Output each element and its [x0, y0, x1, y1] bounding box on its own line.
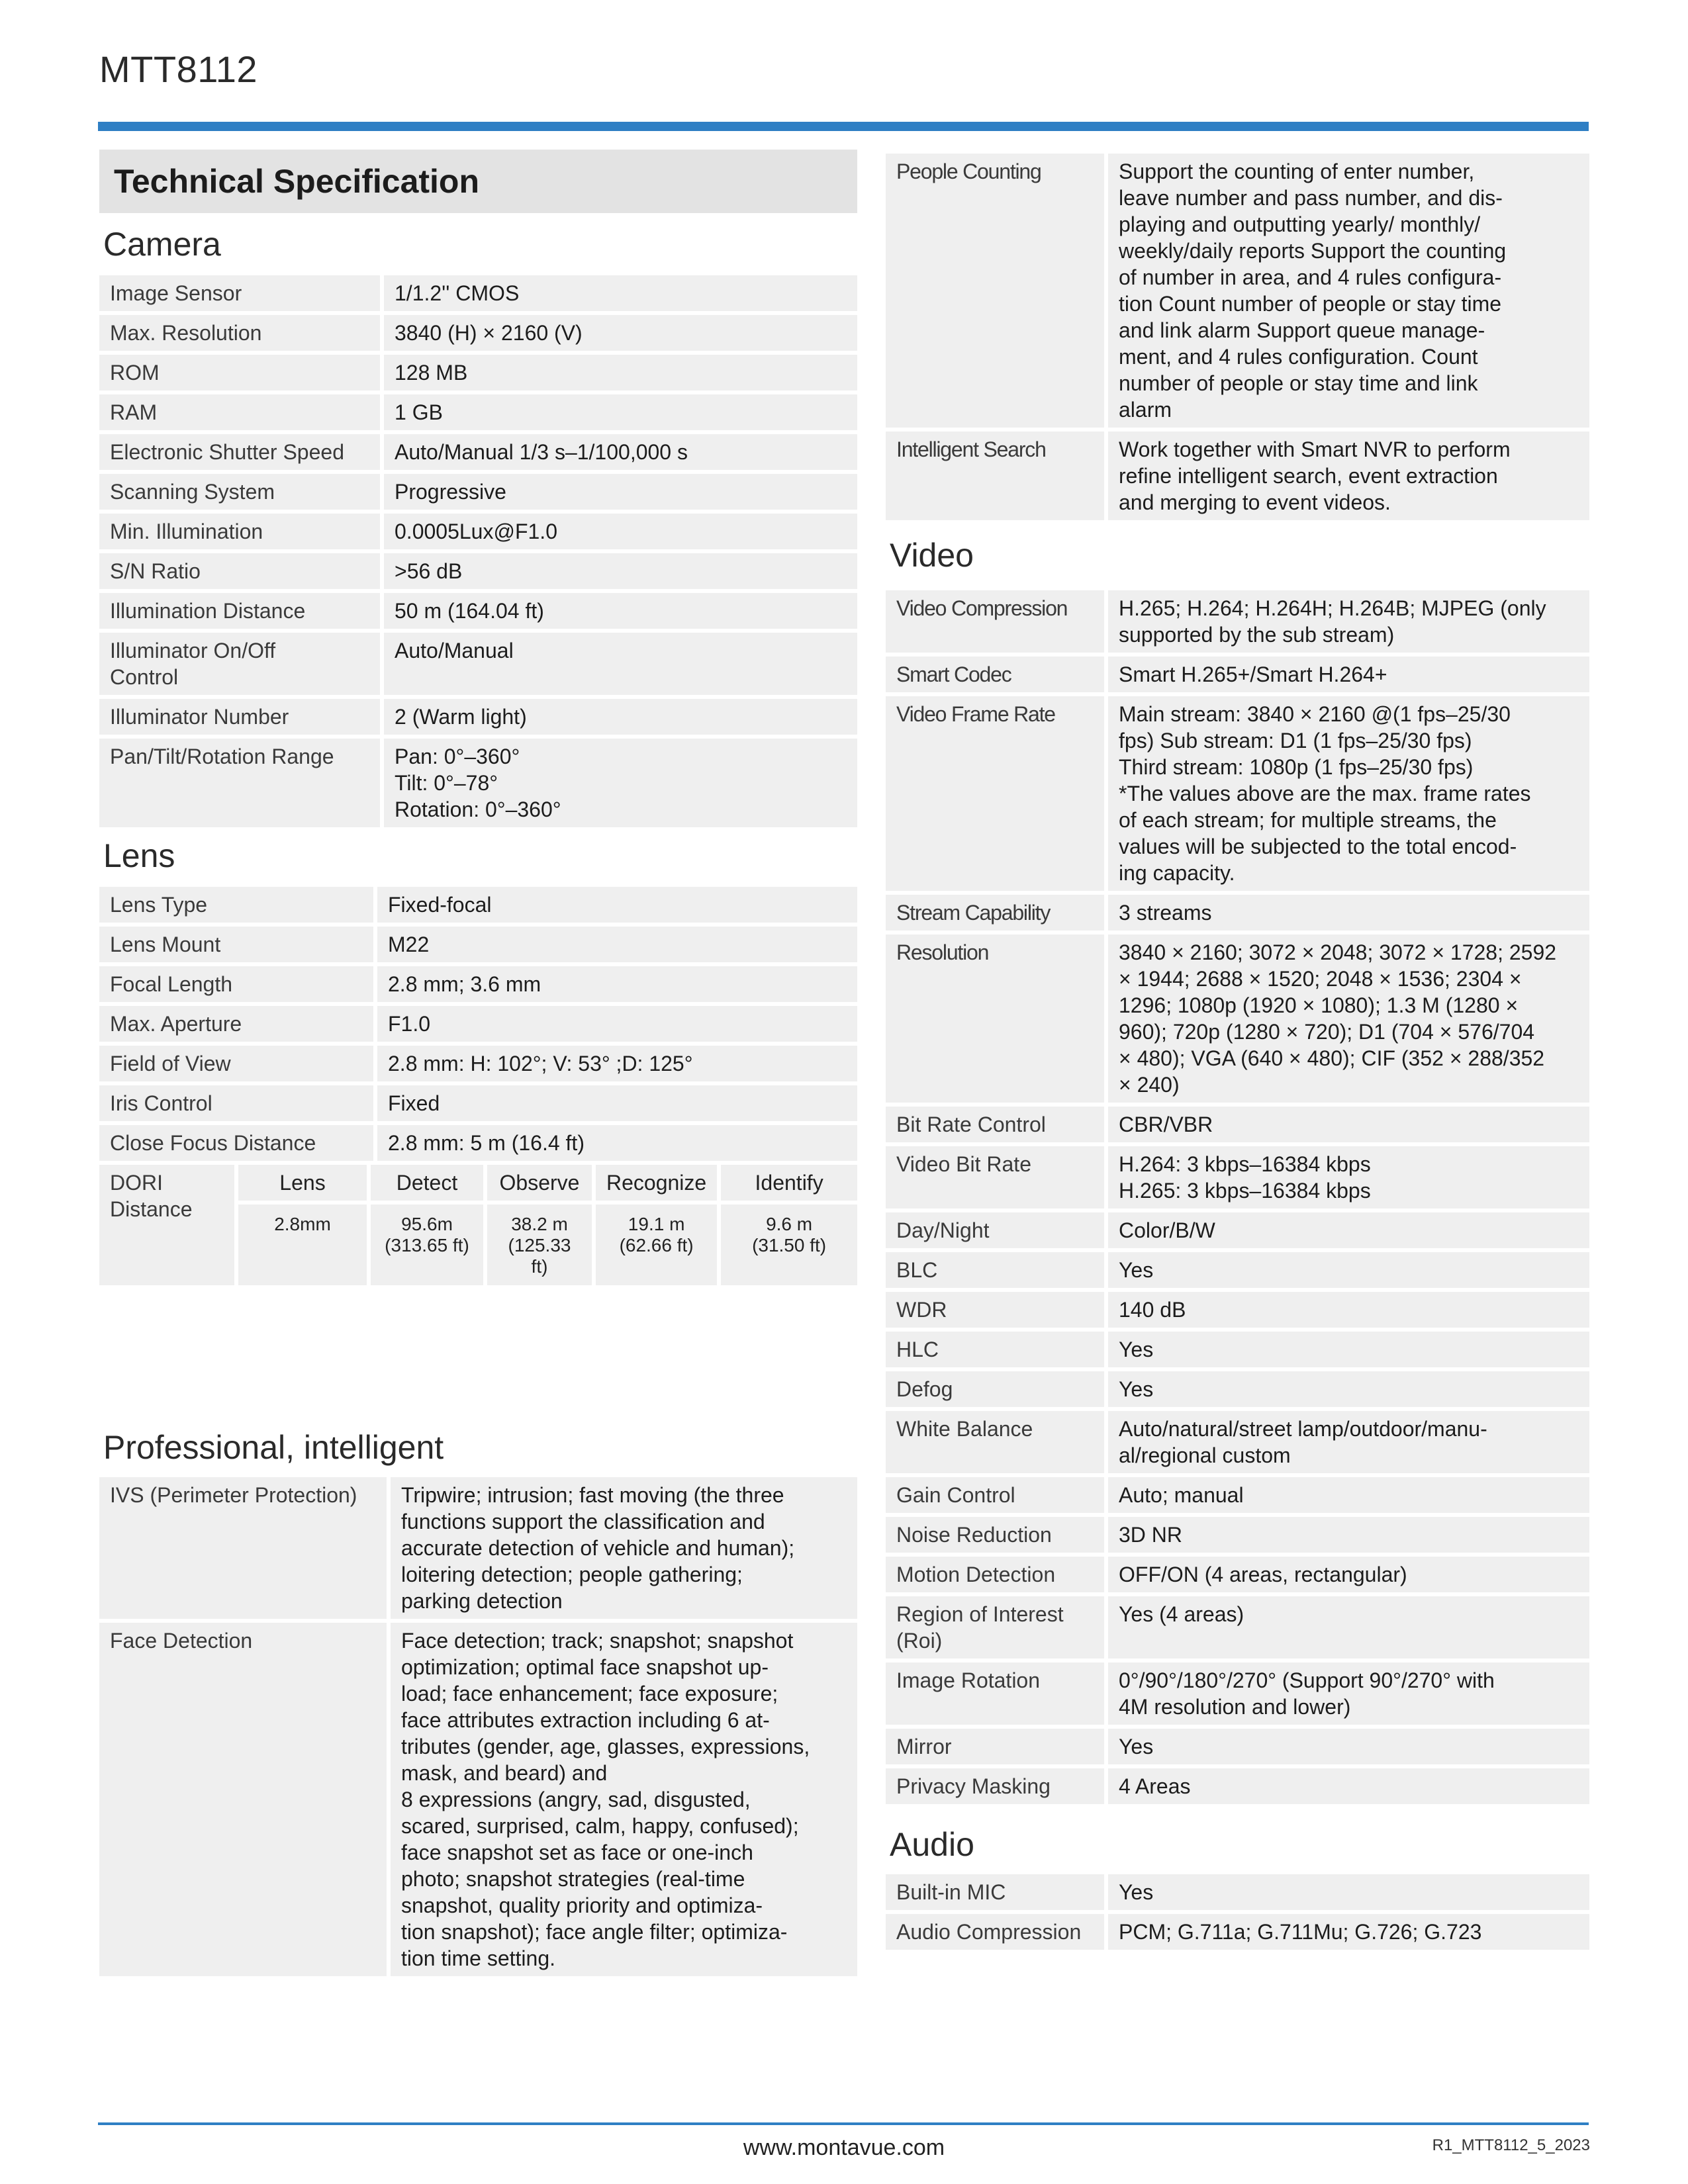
spec-value: Yes — [1108, 1729, 1589, 1764]
audio-rows — [886, 1874, 1589, 1950]
dori-table — [95, 1161, 861, 1289]
spec-label: Defog — [886, 1371, 1104, 1407]
spec-row — [886, 590, 1589, 653]
camera-heading: Camera — [103, 226, 221, 263]
spec-value: F1.0 — [377, 1006, 857, 1042]
spec-value: Support the counting of enter number, leave number and pass number, and dis- playing and outputting yearly/ monthly/ weekly/daily reports Support the counting of number in area, and 4 rules configura- tion Count number of people or stay time and link alarm Support queue manage- ment, and 4 rules configuration. Count number of people or stay time and link alarm — [1108, 154, 1589, 428]
spec-value: H.264: 3 kbps–16384 kbps H.265: 3 kbps–16384 kbps — [1108, 1146, 1589, 1208]
document-title: MTT8112 — [99, 48, 258, 90]
spec-value: PCM; G.711a; G.711Mu; G.726; G.723 — [1108, 1914, 1589, 1950]
spec-value: 1/1.2'' CMOS — [384, 275, 857, 311]
spec-value: Fixed-focal — [377, 887, 857, 923]
spec-value: M22 — [377, 927, 857, 962]
spec-value: 1 GB — [384, 394, 857, 430]
dori-header-recognize: Recognize — [596, 1165, 717, 1201]
spec-row — [99, 355, 857, 390]
dori-value-recognize: 19.1 m (62.66 ft) — [596, 1205, 717, 1285]
spec-label: Iris Control — [99, 1085, 373, 1121]
spec-label: Region of Interest (Roi) — [886, 1596, 1104, 1659]
spec-label: White Balance — [886, 1411, 1104, 1473]
spec-row — [99, 1085, 857, 1121]
spec-row — [886, 1914, 1589, 1950]
spec-row — [99, 887, 857, 923]
spec-row — [886, 1477, 1589, 1513]
spec-label: HLC — [886, 1332, 1104, 1367]
video-rows-b — [886, 1107, 1589, 1804]
spec-row — [99, 593, 857, 629]
spec-row — [886, 1517, 1589, 1553]
spec-value: Fixed — [377, 1085, 857, 1121]
spec-value: Auto/Manual 1/3 s–1/100,000 s — [384, 434, 857, 470]
right-column — [886, 150, 1589, 1954]
lens-heading: Lens — [103, 837, 175, 874]
spec-row — [99, 514, 857, 549]
dori-value-lens: 2.8mm — [238, 1205, 367, 1285]
spec-label: Smart Codec — [886, 657, 1104, 692]
spec-row — [99, 739, 857, 827]
spec-label: Audio Compression — [886, 1914, 1104, 1950]
spec-label: Video Bit Rate — [886, 1146, 1104, 1208]
spec-row — [99, 474, 857, 510]
spec-label: BLC — [886, 1252, 1104, 1288]
spec-value: 4 Areas — [1108, 1768, 1589, 1804]
header-rule — [98, 122, 1589, 131]
spec-label: RAM — [99, 394, 380, 430]
dori-value-observe: 38.2 m (125.33 ft) — [487, 1205, 592, 1285]
video-heading: Video — [890, 537, 974, 574]
spec-label: Mirror — [886, 1729, 1104, 1764]
spec-row — [886, 1332, 1589, 1367]
spec-label: Privacy Masking — [886, 1768, 1104, 1804]
spec-label: Stream Capability — [886, 895, 1104, 931]
spec-label: Face Detection — [99, 1623, 387, 1976]
spec-label: Video Compression — [886, 590, 1104, 653]
spec-label: WDR — [886, 1292, 1104, 1328]
spec-label: Image Sensor — [99, 275, 380, 311]
spec-value: CBR/VBR — [1108, 1107, 1589, 1142]
spec-row — [99, 927, 857, 962]
spec-value: Yes — [1108, 1252, 1589, 1288]
footer-doc-code: R1_MTT8112_5_2023 — [1432, 2136, 1590, 2154]
spec-value: Smart H.265+/Smart H.264+ — [1108, 657, 1589, 692]
dori-label: DORI Distance — [99, 1165, 234, 1285]
spec-value: Color/B/W — [1108, 1212, 1589, 1248]
spec-row — [99, 1046, 857, 1081]
spec-value: 140 dB — [1108, 1292, 1589, 1328]
spec-value: Auto/natural/street lamp/outdoor/manu- al/regional custom — [1108, 1411, 1589, 1473]
camera-table — [95, 271, 861, 831]
spec-row — [886, 895, 1589, 931]
left-column — [99, 150, 857, 1980]
spec-label: Scanning System — [99, 474, 380, 510]
spec-value: Face detection; track; snapshot; snapshot optimization; optimal face snapshot up- load; face enhancement; face exposure; face attributes extraction including 6 at- tributes (gender, age, glasses, expressions, mask, and beard) and 8 expressions (angry, sad, disgusted, scared, surprised, calm, happy, confused); face snapshot set as face or one-inch photo; snapshot strategies (real-time snapshot, quality priority and optimiza- tion snapshot); face angle filter; optimiza- tion time setting. — [391, 1623, 857, 1976]
spec-value: 3840 (H) × 2160 (V) — [384, 315, 857, 351]
spec-label: Day/Night — [886, 1212, 1104, 1248]
spec-label: Field of View — [99, 1046, 373, 1081]
spec-row — [99, 394, 857, 430]
spec-value: 50 m (164.04 ft) — [384, 593, 857, 629]
spec-row — [886, 1768, 1589, 1804]
spec-label: Video Frame Rate — [886, 696, 1104, 891]
spec-row — [886, 1371, 1589, 1407]
spec-label: Built-in MIC — [886, 1874, 1104, 1910]
spec-row — [886, 696, 1589, 891]
spec-value: Yes — [1108, 1874, 1589, 1910]
spec-value: 2.8 mm: H: 102°; V: 53° ;D: 125° — [377, 1046, 857, 1081]
spec-value: Main stream: 3840 × 2160 @(1 fps–25/30 fps) Sub stream: D1 (1 fps–25/30 fps) Third stream: 1080p (1 fps–25/30 fps) *The values above are the max. frame rates of each stream; for multiple streams, the values will be subjected to the total encod- ing capacity. — [1108, 696, 1589, 891]
spec-value: Work together with Smart NVR to perform refine intelligent search, event extraction and merging to event videos. — [1108, 432, 1589, 520]
spec-label: Illuminator Number — [99, 699, 380, 735]
spec-row — [886, 1252, 1589, 1288]
spec-value: OFF/ON (4 areas, rectangular) — [1108, 1557, 1589, 1592]
spec-row — [99, 1125, 857, 1161]
spec-row — [99, 1477, 857, 1619]
spec-value: 2 (Warm light) — [384, 699, 857, 735]
dori-value-identify: 9.6 m (31.50 ft) — [721, 1205, 857, 1285]
spec-value: 3 streams — [1108, 895, 1589, 931]
spec-label: Illuminator On/Off Control — [99, 633, 380, 695]
spec-value: 3840 × 2160; 3072 × 2048; 3072 × 1728; 2592 × 1944; 2688 × 1520; 2048 × 1536; 2304 × 1296; 1080p (1920 × 1080); 1.3 M (1280 × 960); 720p (1280 × 720); D1 (704 × 576/704 × 480); VGA (640 × 480); CIF (352 × 288/352 × 240) — [1108, 934, 1589, 1103]
spec-label: Close Focus Distance — [99, 1125, 373, 1161]
intel-table — [882, 150, 1593, 524]
spec-row — [99, 553, 857, 589]
spec-row — [99, 699, 857, 735]
dori-header-identify: Identify — [721, 1165, 857, 1201]
spec-row — [99, 275, 857, 311]
spec-label: Illumination Distance — [99, 593, 380, 629]
spec-label: Bit Rate Control — [886, 1107, 1104, 1142]
spec-label: ROM — [99, 355, 380, 390]
pro-rows — [99, 1477, 857, 1976]
spec-label: Max. Aperture — [99, 1006, 373, 1042]
spec-row — [99, 434, 857, 470]
pro-table — [95, 1473, 861, 1980]
spec-row — [886, 154, 1589, 428]
spec-value: Auto; manual — [1108, 1477, 1589, 1513]
lens-table — [95, 883, 861, 1165]
spec-row — [886, 657, 1589, 692]
spec-row — [886, 1212, 1589, 1248]
spec-value: Yes (4 areas) — [1108, 1596, 1589, 1659]
dori-header-observe: Observe — [487, 1165, 592, 1201]
spec-row — [886, 934, 1589, 1103]
spec-row — [886, 1292, 1589, 1328]
spec-value: 3D NR — [1108, 1517, 1589, 1553]
spec-value: >56 dB — [384, 553, 857, 589]
video-rows-a — [886, 590, 1589, 1103]
spec-banner — [99, 150, 857, 213]
spec-label: Lens Mount — [99, 927, 373, 962]
spec-row — [99, 966, 857, 1002]
spec-value: 0°/90°/180°/270° (Support 90°/270° with 4M resolution and lower) — [1108, 1662, 1589, 1725]
spec-row — [886, 1729, 1589, 1764]
dori-header-lens: Lens — [238, 1165, 367, 1201]
spec-row — [886, 1146, 1589, 1208]
spec-value: 2.8 mm; 3.6 mm — [377, 966, 857, 1002]
spec-label: Electronic Shutter Speed — [99, 434, 380, 470]
spec-row — [886, 1107, 1589, 1142]
intel-rows — [886, 154, 1589, 520]
spec-value: Yes — [1108, 1332, 1589, 1367]
spec-label: Lens Type — [99, 887, 373, 923]
spec-row — [99, 633, 857, 695]
dori-header-row — [99, 1165, 857, 1201]
spec-row — [886, 1557, 1589, 1592]
audio-heading: Audio — [890, 1826, 974, 1863]
camera-rows — [99, 275, 857, 827]
spec-label: Resolution — [886, 934, 1104, 1103]
dori-value-detect: 95.6m (313.65 ft) — [371, 1205, 483, 1285]
video-table — [882, 586, 1593, 1808]
spec-row — [886, 1874, 1589, 1910]
lens-rows — [99, 887, 857, 1161]
spec-row — [886, 1596, 1589, 1659]
spec-label: Noise Reduction — [886, 1517, 1104, 1553]
spec-label: S/N Ratio — [99, 553, 380, 589]
spec-value: 2.8 mm: 5 m (16.4 ft) — [377, 1125, 857, 1161]
audio-table — [882, 1870, 1593, 1954]
spec-label: Gain Control — [886, 1477, 1104, 1513]
spec-label: People Counting — [886, 154, 1104, 428]
spec-value: Tripwire; intrusion; fast moving (the three functions support the classification and accurate detection of vehicle and human); loitering detection; people gathering; parking detection — [391, 1477, 857, 1619]
spec-row — [886, 1411, 1589, 1473]
pro-heading: Professional, intelligent — [103, 1429, 444, 1466]
spec-value: Yes — [1108, 1371, 1589, 1407]
spec-row — [886, 1662, 1589, 1725]
spec-label: Image Rotation — [886, 1662, 1104, 1725]
footer-url: www.montavue.com — [743, 2135, 945, 2160]
spec-label: Intelligent Search — [886, 432, 1104, 520]
spec-banner-title: Technical Specification — [114, 163, 480, 200]
spec-value: 0.0005Lux@F1.0 — [384, 514, 857, 549]
spec-value: H.265; H.264; H.264H; H.264B; MJPEG (only supported by the sub stream) — [1108, 590, 1589, 653]
spec-row — [99, 1006, 857, 1042]
spec-label: Max. Resolution — [99, 315, 380, 351]
dori-header-detect: Detect — [371, 1165, 483, 1201]
spec-row — [99, 1623, 857, 1976]
spec-row — [886, 432, 1589, 520]
spec-row — [99, 315, 857, 351]
spec-label: IVS (Perimeter Protection) — [99, 1477, 387, 1619]
spec-value: 128 MB — [384, 355, 857, 390]
spec-label: Pan/Tilt/Rotation Range — [99, 739, 380, 827]
spec-value: Pan: 0°–360° Tilt: 0°–78° Rotation: 0°–360° — [384, 739, 857, 827]
spec-label: Min. Illumination — [99, 514, 380, 549]
footer-rule — [98, 2122, 1589, 2125]
spec-value: Progressive — [384, 474, 857, 510]
spec-label: Focal Length — [99, 966, 373, 1002]
spec-label: Motion Detection — [886, 1557, 1104, 1592]
spec-value: Auto/Manual — [384, 633, 857, 695]
